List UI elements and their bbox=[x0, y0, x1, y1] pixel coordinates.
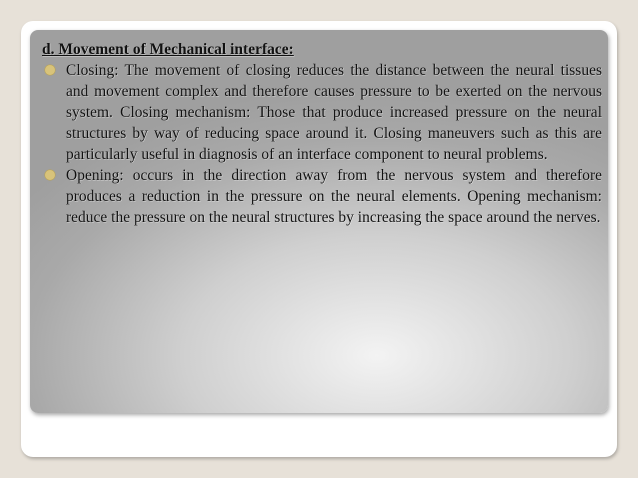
bullet-dot-icon bbox=[45, 170, 55, 180]
section-heading: d. Movement of Mechanical interface: bbox=[42, 41, 294, 58]
content-panel bbox=[30, 30, 608, 413]
text-block bbox=[42, 39, 602, 228]
bullet-dot-icon bbox=[45, 65, 55, 75]
bullet-item-opening bbox=[42, 165, 602, 228]
bullet-item-closing bbox=[42, 60, 602, 165]
bullet-text-closing: Closing: The movement of closing reduces the distance between the neural tissues and movement complex and therefore causes pressure to be exerted on the nervous system. Closing mechanism: Those that produce increased pressure on the neural structures by way of reducing space around it. Closing maneuvers such as this are particularly useful in diagnosis of an interface component to neural problems. bbox=[66, 62, 602, 163]
bullet-text-opening: Opening: occurs in the direction away from the nervous system and therefore produces a reduction in the pressure on the neural elements. Opening mechanism: reduce the pressure on the neural structures by increasing the space around the nerves. bbox=[66, 167, 602, 226]
